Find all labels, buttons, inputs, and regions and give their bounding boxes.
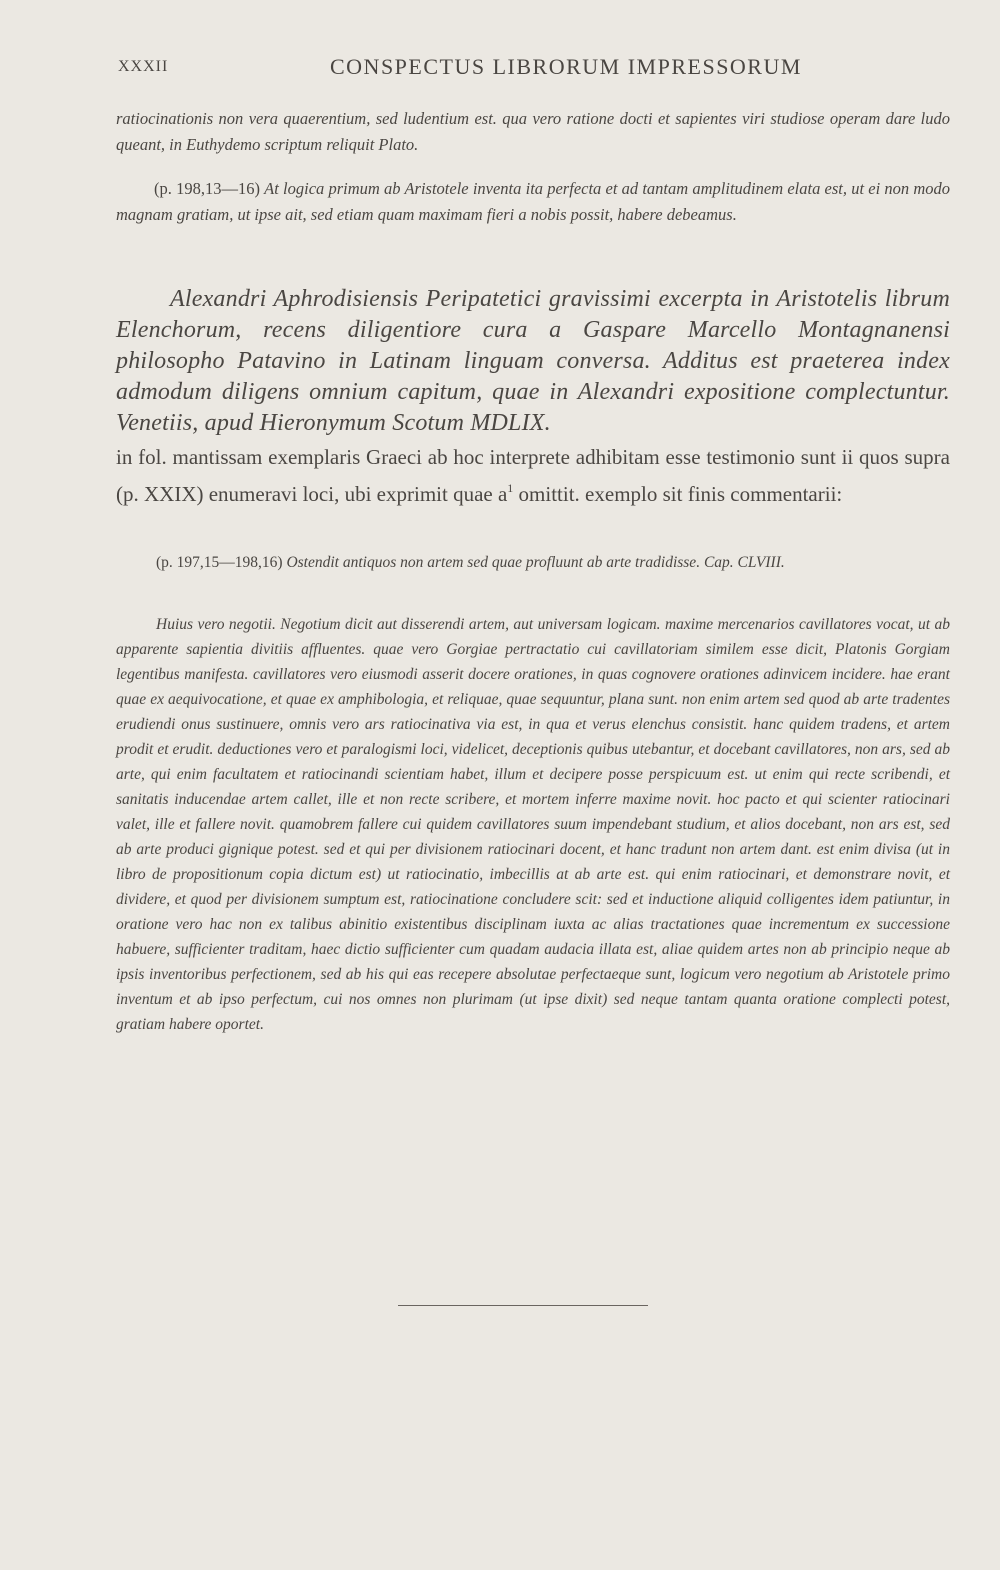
description-text-end: omittit. exemplo sit finis commentarii: [518, 482, 843, 506]
commentary-excerpt: Huius vero negotii. Negotium dicit aut disserendi artem, aut universam logicam. maxime mercenarios cavillatores vocat, ut ab apparente sapientia divitiis affluentes. quae vero Gorgiae pertractatio cui cavillatoriam similem esse dicit, Platonis Gorgiam legentibus manifesta. cavillatores vero eiusmodi asserit docere orationes, in quas cognovere orationes adinvicem incidere. hae erant quae ex aequivocatione, et quae ex amphibologia, et reliquae, quae sequuntur, plana sunt. non enim artem sed quod ab arte tradentes erudiendi onus sustinuere, omnis vero ars ratiocinativa via est, in qua et verus elenchus consistit. hanc quidem tradens, et artem prodit et erudit. deductiones vero et paralogismi loci, videlicet, deceptionis quibus utebantur, et docebant cavillatores, non ars, sed ab arte, qui enim facultatem et ratiocinandi scientiam habet, illum et decipere posse perspicuum est. ut enim qui recte scribendi, et sanitatis inducendae artem callet, ille et non recte scribere, et mortem inferre maxime novit. hoc pacto et qui scienter ratiocinari valet, ille et fallere novit. quamobrem fallere cui quidem cavillatores suum impendebant studium, et alios docebant, non ars est, sed ab arte produci gignique potest. sed et qui per divisionem ratiocinari docent, et hanc tradunt non artem dant. est enim divisa (ut in libro de propositionum copia dictum est) ut ratiocinatio, imbecillis at ab arte est. qui enim ratiocinari, et demonstrare novit, et dividere, et quod per divisionem sumptum est, ratiocinatione concludere scit: sed et inductione aliquid colligentes idem patiuntur, in oratione vero hac non ex talibus abinitio existentibus disciplinam iuxta ac alias tractationes quae incrementum ex successione habuere, sufficienter traditam, haec dictio sufficienter cum quadam audacia illata est, aliae quidem artes non ab principio neque ab ipsis inventoribus perfectionem, sed ab his qui eas recepere absolutae perfectaeque sunt, logicum vero negotium ab Aristotele primo inventum et ab ipso perfectum, cui nos omnes non plurimam (ut ipse dixit) sed neque tantam quanta oratione complecti potest, gratiam habere oportet. [116, 616, 950, 1033]
chapter-reference [116, 550, 950, 576]
bibliographic-entry-title: Alexandri Aphrodisiensis Peripatetici gravissimi excerpta in Aristotelis librum Elenchorum, recens diligentiore cura a Gaspare Marcello Montagnanensi philosopho Patavino in Latinam linguam conversa. Additus est praeterea index admodum diligens omnium capitum, quae in Alexandri expositione complectuntur. Venetiis, apud Hieronymum Scotum MDLIX. [116, 286, 950, 436]
page-reference: (p. 197,15—198,16) [156, 554, 283, 571]
superscript-siglum: 1 [507, 481, 514, 495]
chapter-heading: Ostendit antiquos non artem sed quae profluunt ab arte tradidisse. Cap. CLVIII. [286, 554, 785, 571]
running-title: CONSPECTUS LIBRORUM IMPRESSORUM [330, 54, 802, 79]
page-reference: (p. 198,13—16) [154, 179, 260, 198]
page-number: XXXII [118, 58, 169, 75]
running-head [118, 54, 948, 84]
section-divider [398, 1305, 648, 1306]
description-text: in fol. mantissam exemplaris Graeci ab hoc interprete adhibitam esse testimonio sunt ii quos supra (p. XXIX) enumeravi loci, ubi exprimit quae a [116, 445, 950, 506]
entry-description [116, 442, 950, 510]
quote-paragraph-2 [116, 176, 950, 228]
quote-paragraph: ratiocinationis non vera quaerentium, sed ludentium est. qua vero ratione docti et sapientes viri studiose operam dare ludo queant, in Euthydemo scriptum reliquit Plato. [116, 109, 950, 154]
quote-text: At logica primum ab Aristotele inventa ita perfecta et ad tantam amplitudinem elata est, ut ei non modo magnam gratiam, ut ipse ait, sed etiam quam maximam fieri a nobis possit, habere debeamus. [116, 179, 950, 224]
